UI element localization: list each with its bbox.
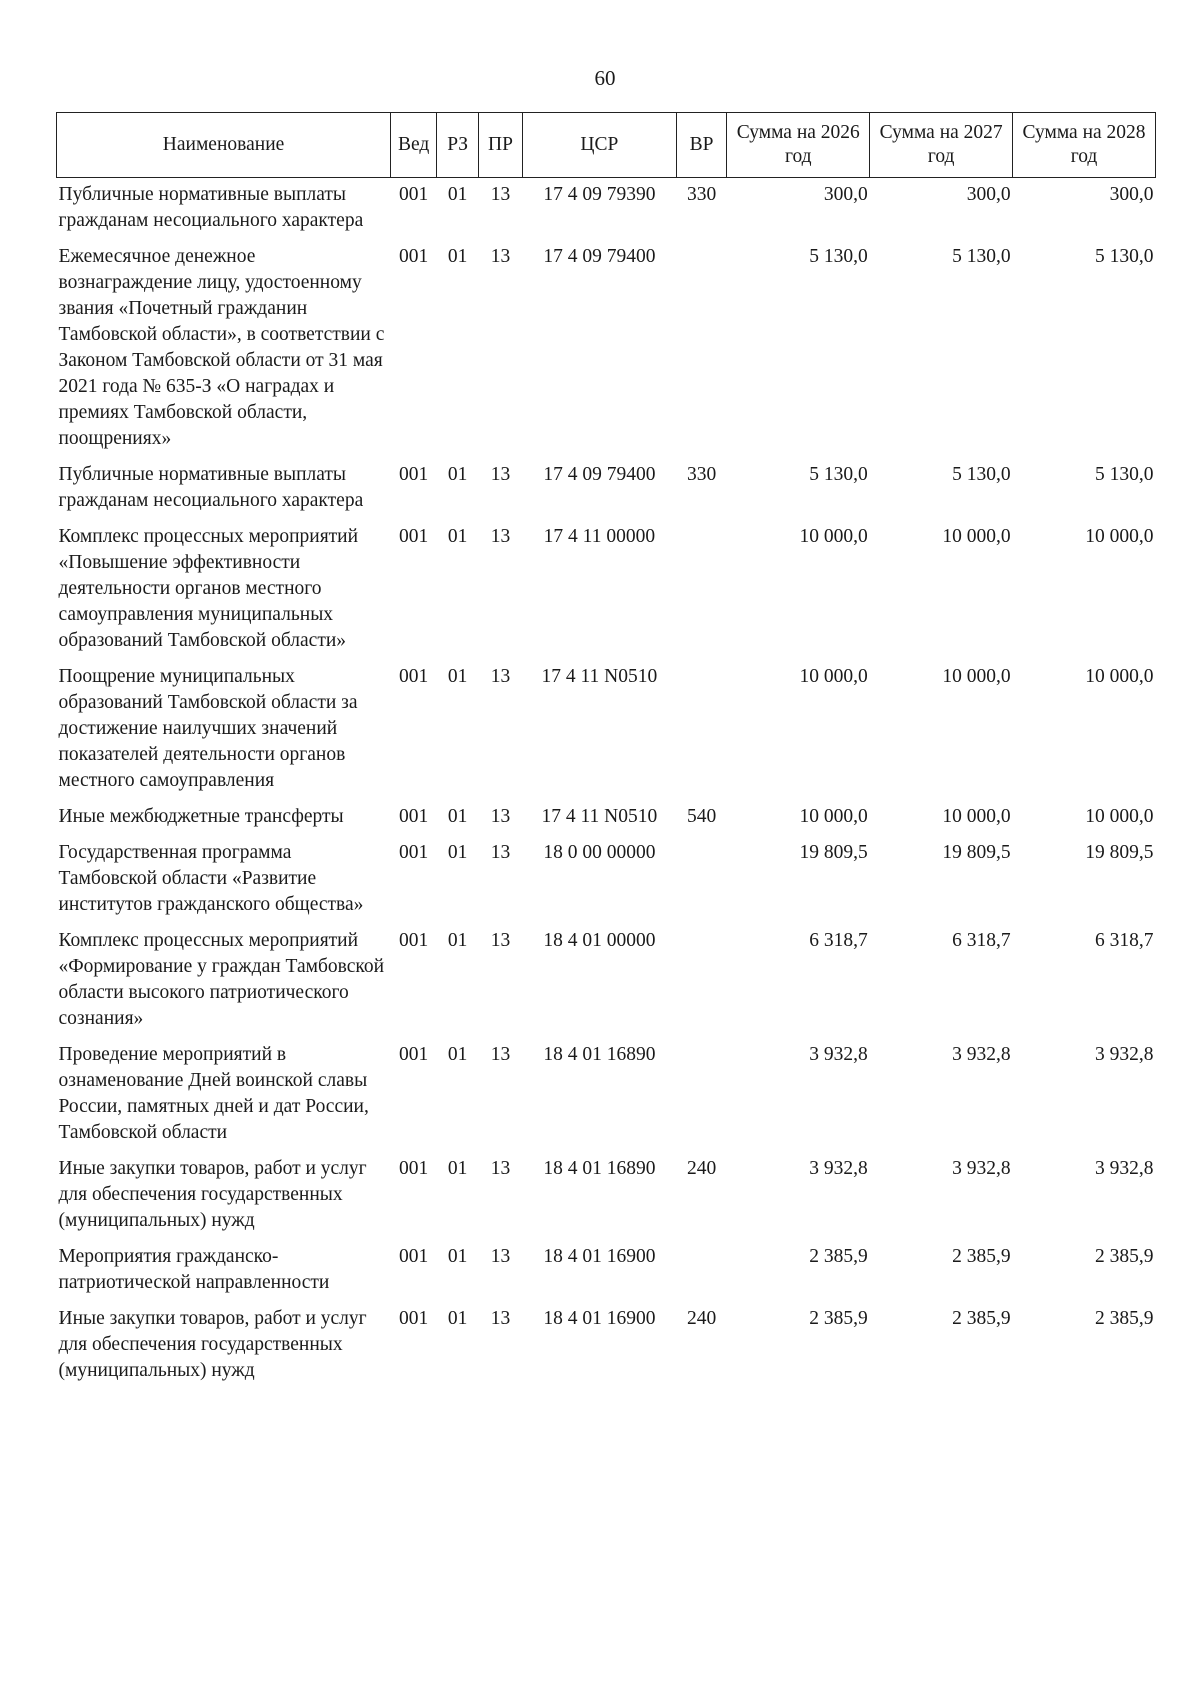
table-row [57,836,1156,924]
cell-sum-2028: 5 130,0 [1095,246,1154,267]
cell-rz: 01 [447,806,468,827]
cell-sum-2028: 2 385,9 [1095,1246,1154,1267]
cell-sum-2026: 2 385,9 [809,1246,868,1267]
cell-vr [676,924,727,1038]
cell-sum-2028: 3 932,8 [1095,1044,1154,1065]
cell-pr: 13 [490,1246,511,1267]
header-sum-2027: Сумма на 2027 год [870,113,1013,178]
cell-sum-2027: 2 385,9 [952,1246,1011,1267]
cell-rz: 01 [447,1246,468,1267]
table-row [57,1038,1156,1152]
cell-pr: 13 [490,184,511,205]
cell-sum-2028: 300,0 [1109,184,1154,205]
cell-ved: 001 [399,930,429,951]
cell-rz: 01 [447,1044,468,1065]
cell-vr: 540 [686,806,717,827]
cell-pr: 13 [490,842,511,863]
cell-rz: 01 [447,930,468,951]
cell-ved: 001 [399,842,429,863]
cell-vr: 330 [686,464,717,485]
cell-rz: 01 [447,526,468,547]
cell-csr: 18 4 01 16890 [543,1044,656,1065]
cell-vr [676,836,727,924]
cell-sum-2028: 10 000,0 [1085,806,1154,827]
cell-sum-2027: 10 000,0 [942,806,1011,827]
cell-ved: 001 [399,1158,429,1179]
header-sum-2028: Сумма на 2028 год [1013,113,1156,178]
cell-pr: 13 [490,806,511,827]
cell-pr: 13 [490,666,511,687]
cell-name: Мероприятия гражданско-патриотической направленности [58,1246,330,1293]
cell-ved: 001 [399,1308,429,1329]
cell-sum-2026: 2 385,9 [809,1308,868,1329]
header-name: Наименование [57,113,391,178]
cell-name: Публичные нормативные выплаты гражданам несоциального характера [58,184,364,231]
cell-name: Комплекс процессных мероприятий «Формирование у граждан Тамбовской области высокого патриотического сознания» [58,930,385,1029]
cell-sum-2028: 2 385,9 [1095,1308,1154,1329]
cell-name: Ежемесячное денежное вознаграждение лицу, удостоенному звания «Почетный гражданин Тамбовской области», в соответствии с Законом Тамбовской области от 31 мая 2021 года № 635-З «О наградах и премиях Тамбовской области, поощрениях» [58,246,385,449]
cell-sum-2026: 10 000,0 [799,666,868,687]
cell-sum-2028: 5 130,0 [1095,464,1154,485]
cell-sum-2027: 3 932,8 [952,1044,1011,1065]
cell-ved: 001 [399,806,429,827]
cell-rz: 01 [447,842,468,863]
table-row [57,1240,1156,1302]
cell-sum-2026: 5 130,0 [809,246,868,267]
table-row [57,1302,1156,1390]
cell-csr: 17 4 11 00000 [543,526,656,547]
cell-vr [676,660,727,800]
cell-sum-2026: 10 000,0 [799,526,868,547]
cell-sum-2027: 10 000,0 [942,526,1011,547]
header-pr: ПР [479,113,523,178]
cell-sum-2027: 3 932,8 [952,1158,1011,1179]
cell-csr: 17 4 09 79390 [543,184,656,205]
cell-pr: 13 [490,526,511,547]
cell-rz: 01 [447,666,468,687]
cell-ved: 001 [399,526,429,547]
table-row [57,240,1156,458]
header-ved: Вед [391,113,437,178]
cell-sum-2028: 19 809,5 [1085,842,1154,863]
cell-sum-2026: 19 809,5 [799,842,868,863]
cell-name: Иные закупки товаров, работ и услуг для обеспечения государственных (муниципальных) нужд [58,1308,367,1381]
page-number: 60 [594,66,616,90]
cell-sum-2027: 2 385,9 [952,1308,1011,1329]
cell-csr: 17 4 11 N0510 [541,666,658,687]
cell-csr: 18 0 00 00000 [543,842,656,863]
cell-rz: 01 [447,184,468,205]
budget-table [56,112,1156,1390]
cell-sum-2027: 5 130,0 [952,464,1011,485]
cell-pr: 13 [490,246,511,267]
cell-rz: 01 [447,246,468,267]
cell-name: Публичные нормативные выплаты гражданам несоциального характера [58,464,364,511]
cell-vr [676,1038,727,1152]
cell-sum-2027: 5 130,0 [952,246,1011,267]
cell-ved: 001 [399,1044,429,1065]
cell-vr [676,1240,727,1302]
cell-sum-2026: 3 932,8 [809,1044,868,1065]
cell-name: Государственная программа Тамбовской области «Развитие институтов гражданского общества» [58,842,364,915]
cell-sum-2028: 10 000,0 [1085,526,1154,547]
cell-name: Проведение мероприятий в ознаменование Дней воинской славы России, памятных дней и дат России, Тамбовской области [58,1044,369,1143]
cell-csr: 18 4 01 16900 [543,1308,656,1329]
cell-csr: 18 4 01 16890 [543,1158,656,1179]
cell-csr: 18 4 01 00000 [543,930,656,951]
cell-pr: 13 [490,1044,511,1065]
cell-vr: 240 [686,1158,717,1179]
cell-name: Поощрение муниципальных образований Тамбовской области за достижение наилучших значений показателей деятельности органов местного самоуправления [58,666,358,791]
header-csr: ЦСР [522,113,676,178]
cell-csr: 17 4 09 79400 [543,246,656,267]
table-row [57,660,1156,800]
cell-sum-2027: 300,0 [966,184,1011,205]
table-row [57,458,1156,520]
cell-rz: 01 [447,1308,468,1329]
cell-sum-2028: 6 318,7 [1095,930,1154,951]
header-rz: РЗ [437,113,479,178]
cell-vr: 330 [686,184,717,205]
cell-sum-2026: 300,0 [823,184,868,205]
cell-rz: 01 [447,464,468,485]
cell-pr: 13 [490,1308,511,1329]
cell-rz: 01 [447,1158,468,1179]
table-row [57,178,1156,241]
cell-sum-2027: 6 318,7 [952,930,1011,951]
cell-sum-2027: 10 000,0 [942,666,1011,687]
cell-sum-2028: 10 000,0 [1085,666,1154,687]
cell-sum-2026: 10 000,0 [799,806,868,827]
cell-ved: 001 [399,666,429,687]
cell-sum-2026: 5 130,0 [809,464,868,485]
table-row [57,924,1156,1038]
cell-sum-2026: 6 318,7 [809,930,868,951]
cell-ved: 001 [399,1246,429,1267]
cell-pr: 13 [490,930,511,951]
table-row [57,800,1156,836]
cell-sum-2028: 3 932,8 [1095,1158,1154,1179]
cell-name: Комплекс процессных мероприятий «Повышение эффективности деятельности органов местного самоуправления муниципальных образований Тамбовской области» [58,526,359,651]
cell-csr: 17 4 09 79400 [543,464,656,485]
cell-vr [676,520,727,660]
cell-pr: 13 [490,464,511,485]
table-row [57,520,1156,660]
cell-vr: 240 [686,1308,717,1329]
cell-name: Иные закупки товаров, работ и услуг для обеспечения государственных (муниципальных) нужд [58,1158,367,1231]
cell-name: Иные межбюджетные трансферты [58,806,344,827]
header-vr: ВР [676,113,727,178]
cell-sum-2027: 19 809,5 [942,842,1011,863]
table-header-row [57,113,1156,178]
cell-csr: 18 4 01 16900 [543,1246,656,1267]
cell-pr: 13 [490,1158,511,1179]
table-row [57,1152,1156,1240]
cell-ved: 001 [399,246,429,267]
cell-csr: 17 4 11 N0510 [541,806,658,827]
cell-sum-2026: 3 932,8 [809,1158,868,1179]
cell-ved: 001 [399,464,429,485]
cell-vr [676,240,727,458]
header-sum-2026: Сумма на 2026 год [727,113,870,178]
cell-ved: 001 [399,184,429,205]
